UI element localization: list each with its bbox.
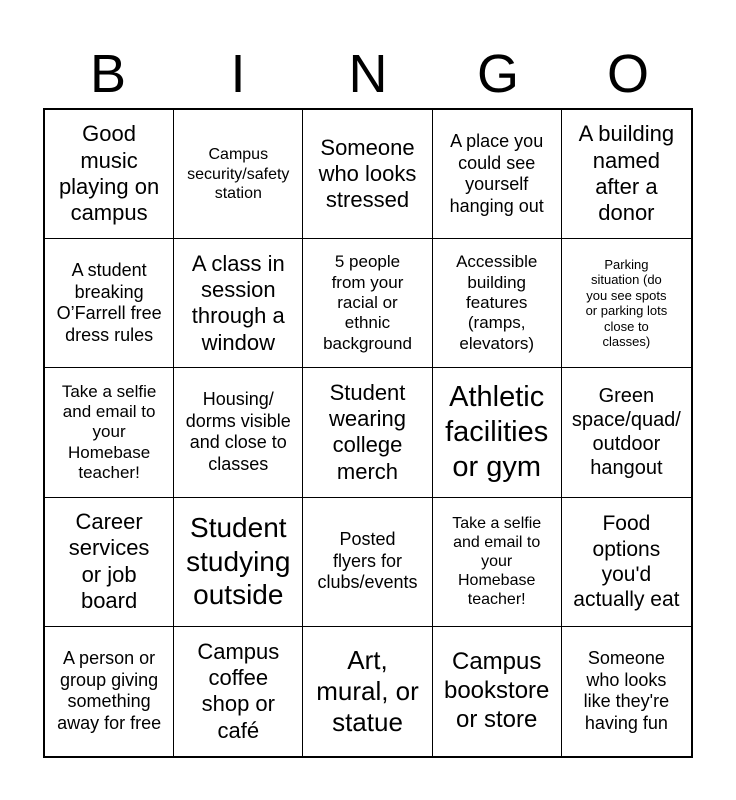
cell-text: Art, mural, or statue [316,644,419,737]
cell-text: A person or group giving something away for free [57,648,162,733]
cell-text: Campus coffee shop or café [197,638,280,743]
cell-text: A place you could see yourself hanging out [449,130,544,216]
bingo-cell-r4-c2[interactable] [174,498,303,627]
bingo-cell-r3-c2[interactable] [174,368,303,497]
bingo-header [43,40,693,108]
cell-text: Food options you'd actually eat [573,512,680,611]
bingo-cell-r5-c1[interactable] [45,627,174,756]
bingo-cell-r3-c1[interactable] [45,368,174,497]
bingo-cell-r1-c4[interactable] [433,110,562,239]
cell-text: Take a selfie and email to your Homebase teacher! [61,381,157,483]
bingo-cell-r2-c5[interactable] [562,239,691,368]
cell-text: Housing/ dorms visible and close to classes [185,389,291,475]
cell-text: Someone who looks stressed [318,134,417,213]
bingo-cell-r3-c5[interactable] [562,368,691,497]
header-letter-n: N [348,44,388,104]
cell-text: Student wearing college merch [328,379,407,484]
bingo-cell-r2-c4[interactable] [433,239,562,368]
cell-text: Green space/quad/ outdoor hangout [571,385,681,480]
bingo-cell-r2-c1[interactable] [45,239,174,368]
cell-text: Posted flyers for clubs/events [317,529,418,593]
header-letter-i: I [230,44,246,104]
bingo-board [43,108,693,758]
bingo-cell-r4-c3[interactable] [303,498,432,627]
cell-text: Student studying outside [186,512,291,611]
cell-text: 5 people from your racial or ethnic background [323,252,412,353]
cell-text: A student breaking O’Farrell free dress rules [56,260,162,345]
cell-text: Campus security/safety station [187,146,290,202]
bingo-cell-r1-c5[interactable] [562,110,691,239]
bingo-cell-r3-c3[interactable] [303,368,432,497]
bingo-cell-r5-c2[interactable] [174,627,303,756]
bingo-cell-r5-c4[interactable] [433,627,562,756]
cell-text: Campus bookstore or store [443,648,550,733]
bingo-cell-r1-c2[interactable] [174,110,303,239]
header-letter-b: B [89,44,127,104]
bingo-cell-r4-c4[interactable] [433,498,562,627]
cell-text: Athletic facilities or gym [445,381,549,483]
bingo-cell-r4-c1[interactable] [45,498,174,627]
cell-text: Accessible building features (ramps, elevators) [456,252,538,353]
cell-text: Someone who looks like they're having fun [583,648,670,733]
bingo-cell-r1-c3[interactable] [303,110,432,239]
header-letter-o: O [606,44,649,104]
header-letter-g: G [476,44,519,104]
bingo-cell-r1-c1[interactable] [45,110,174,239]
cell-text: Take a selfie and email to your Homebase teacher! [452,514,542,609]
cell-text: Career services or job board [68,508,150,614]
bingo-cell-r2-c2[interactable] [174,239,303,368]
bingo-cell-r5-c5[interactable] [562,627,691,756]
cell-text: A building named after a donor [578,121,675,226]
cell-text: Parking situation (do you see spots or parking lots close to classes) [585,256,668,350]
cell-text: A class in session through a window [191,250,285,355]
bingo-cell-r4-c5[interactable] [562,498,691,627]
bingo-cell-r2-c3[interactable] [303,239,432,368]
cell-text: Good music playing on campus [58,121,160,226]
bingo-cell-r5-c3[interactable] [303,627,432,756]
bingo-cell-r3-c4[interactable] [433,368,562,497]
